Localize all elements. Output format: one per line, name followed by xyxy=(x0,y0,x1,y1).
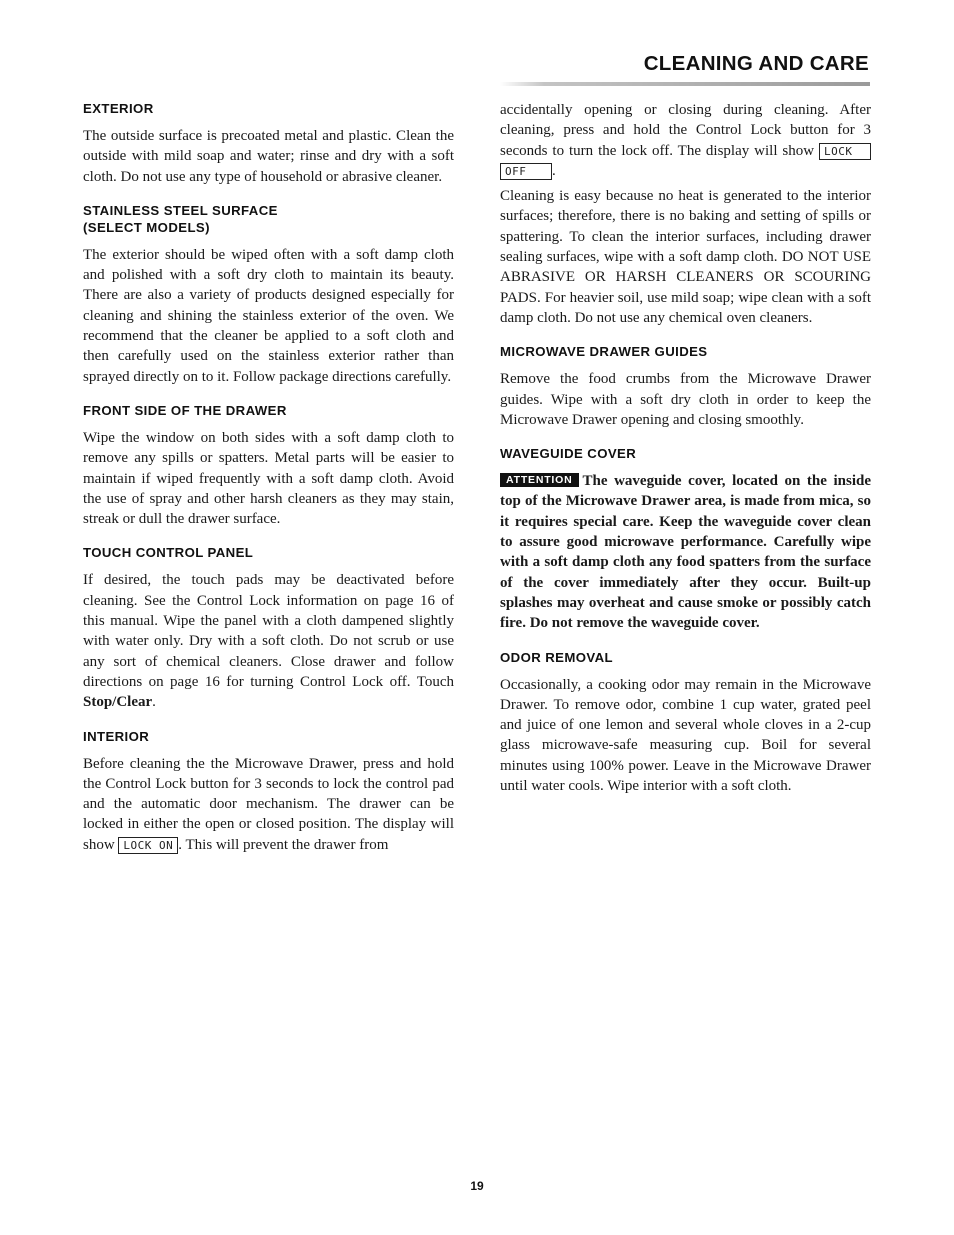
page-number: 19 xyxy=(470,1179,484,1193)
interior-cont-text-2: . xyxy=(552,162,556,179)
interior-text-1: Before cleaning the the Microwave Drawer, press and hold the Control Lock button for 3 seconds to lock the control pad and the automatic door mechanism. The drawer can be locked in either the open or closed position. The display will show xyxy=(83,755,454,853)
lcd-lock-display: LOCK xyxy=(819,143,871,160)
exterior-heading: EXTERIOR xyxy=(83,101,154,116)
right-column xyxy=(500,100,871,811)
odor-removal-heading: ODOR REMOVAL xyxy=(500,649,613,665)
stainless-heading xyxy=(83,202,454,236)
stainless-heading-line1: STAINLESS STEEL SURFACE xyxy=(83,202,278,218)
section-odor-removal xyxy=(500,649,871,797)
title-rule xyxy=(500,82,870,86)
lcd-lock-on-display: LOCK ON xyxy=(118,837,178,854)
waveguide-body xyxy=(500,471,871,633)
section-exterior xyxy=(83,100,454,187)
front-side-body: Wipe the window on both sides with a soft damp cloth to remove any spills or spatters. Metal parts will be easier to maintain if wiped frequently with a soft damp cloth. Avoid the use of spray and other harsh cleaners as they may stain, streak or dull the drawer surface. xyxy=(83,429,454,528)
touch-control-heading: TOUCH CONTROL PANEL xyxy=(83,545,254,561)
waveguide-text: The waveguide cover, located on the inside top of the Microwave Drawer area, is made from mica, so it requires special care. Keep the waveguide cover clean to assure good microwave performance. Carefully wipe with a soft damp cloth any food spatters from the surface of the cover immediately after they occur. Built-up splashes may overheat and cause smoke or possibly catch fire. Do not remove the waveguide cover. xyxy=(500,473,871,632)
interior-cont-body xyxy=(500,100,871,181)
section-stainless-steel xyxy=(83,202,454,387)
drawer-guides-body: Remove the food crumbs from the Microwave Drawer guides. Wipe with a soft dry cloth in order to keep the Microwave Drawer opening and closing smoothly. xyxy=(500,371,871,428)
touch-control-end: . xyxy=(152,694,156,711)
section-front-side xyxy=(83,402,454,529)
interior-cont-text-1: accidentally opening or closing during cleaning. After cleaning, press and hold the Control Lock button for 3 seconds to turn the lock off. The display will show xyxy=(500,102,871,159)
odor-removal-body: Occasionally, a cooking odor may remain in the Microwave Drawer. To remove odor, combine 1 cup water, grated peel and juice of one lemon and several whole cloves in a 2-cup glass microwave-safe measuring cup. Boil for several minutes using 100% power. Leave in the Microwave Drawer until water cools. Wipe interior with a soft cloth. xyxy=(500,676,871,795)
stop-clear-label: Stop/Clear xyxy=(83,694,153,711)
exterior-body: The outside surface is precoated metal and plastic. Clean the outside with mild soap and water; rinse and dry with a soft cloth. Do not use any type of household or abrasive cleaner. xyxy=(83,128,454,185)
section-waveguide-cover xyxy=(500,445,871,633)
touch-control-text: If desired, the touch pads may be deactivated before cleaning. See the Control Lock information on page 16 of this manual. Wipe the panel with a cloth dampened slightly with water only. Dry with a soft cloth. Do not scrub or use any sort of chemical cleaners. Close drawer and follow directions on page 16 for turning Control Lock off. Touch xyxy=(83,572,454,690)
section-touch-control xyxy=(83,544,454,712)
drawer-guides-heading: MICROWAVE DRAWER GUIDES xyxy=(500,344,708,360)
lcd-off-display: OFF xyxy=(500,163,552,180)
waveguide-heading: WAVEGUIDE COVER xyxy=(500,446,637,462)
left-column xyxy=(83,100,454,870)
section-interior-continued xyxy=(500,100,871,328)
section-drawer-guides xyxy=(500,343,871,430)
interior-cont-body-2: Cleaning is easy because no heat is generated to the interior surfaces; therefore, there is no baking and setting of spills or spattering. To clean the interior surfaces, including drawer sealing surfaces, wipe with a soft damp cloth. DO NOT USE ABRASIVE OR HARSH CLEANERS OR SCOURING PADS. For heavier soil, use mild soap; wipe clean with a soft damp cloth. Do not use any chemical oven cleaners. xyxy=(500,188,871,326)
section-interior xyxy=(83,728,454,855)
interior-heading: INTERIOR xyxy=(83,728,150,744)
stainless-body: The exterior should be wiped often with a soft damp cloth and polished with a soft dry cloth to maintain its beauty. There are also a variety of products designed especially for cleaning and shining the stainless exterior of the oven. We recommend that the cleaner be applied to a soft cloth and then carefully used on the stainless exterior rather than sprayed directly on to it. Follow package directions carefully. xyxy=(83,246,454,385)
touch-control-body xyxy=(83,570,454,712)
interior-text-2: . This will prevent the drawer from xyxy=(178,836,389,853)
page-title: CLEANING AND CARE xyxy=(643,52,869,75)
stainless-heading-line2: (SELECT MODELS) xyxy=(83,219,210,235)
front-side-heading: FRONT SIDE OF THE DRAWER xyxy=(83,402,287,418)
interior-body xyxy=(83,754,454,855)
attention-badge: ATTENTION xyxy=(500,473,579,487)
